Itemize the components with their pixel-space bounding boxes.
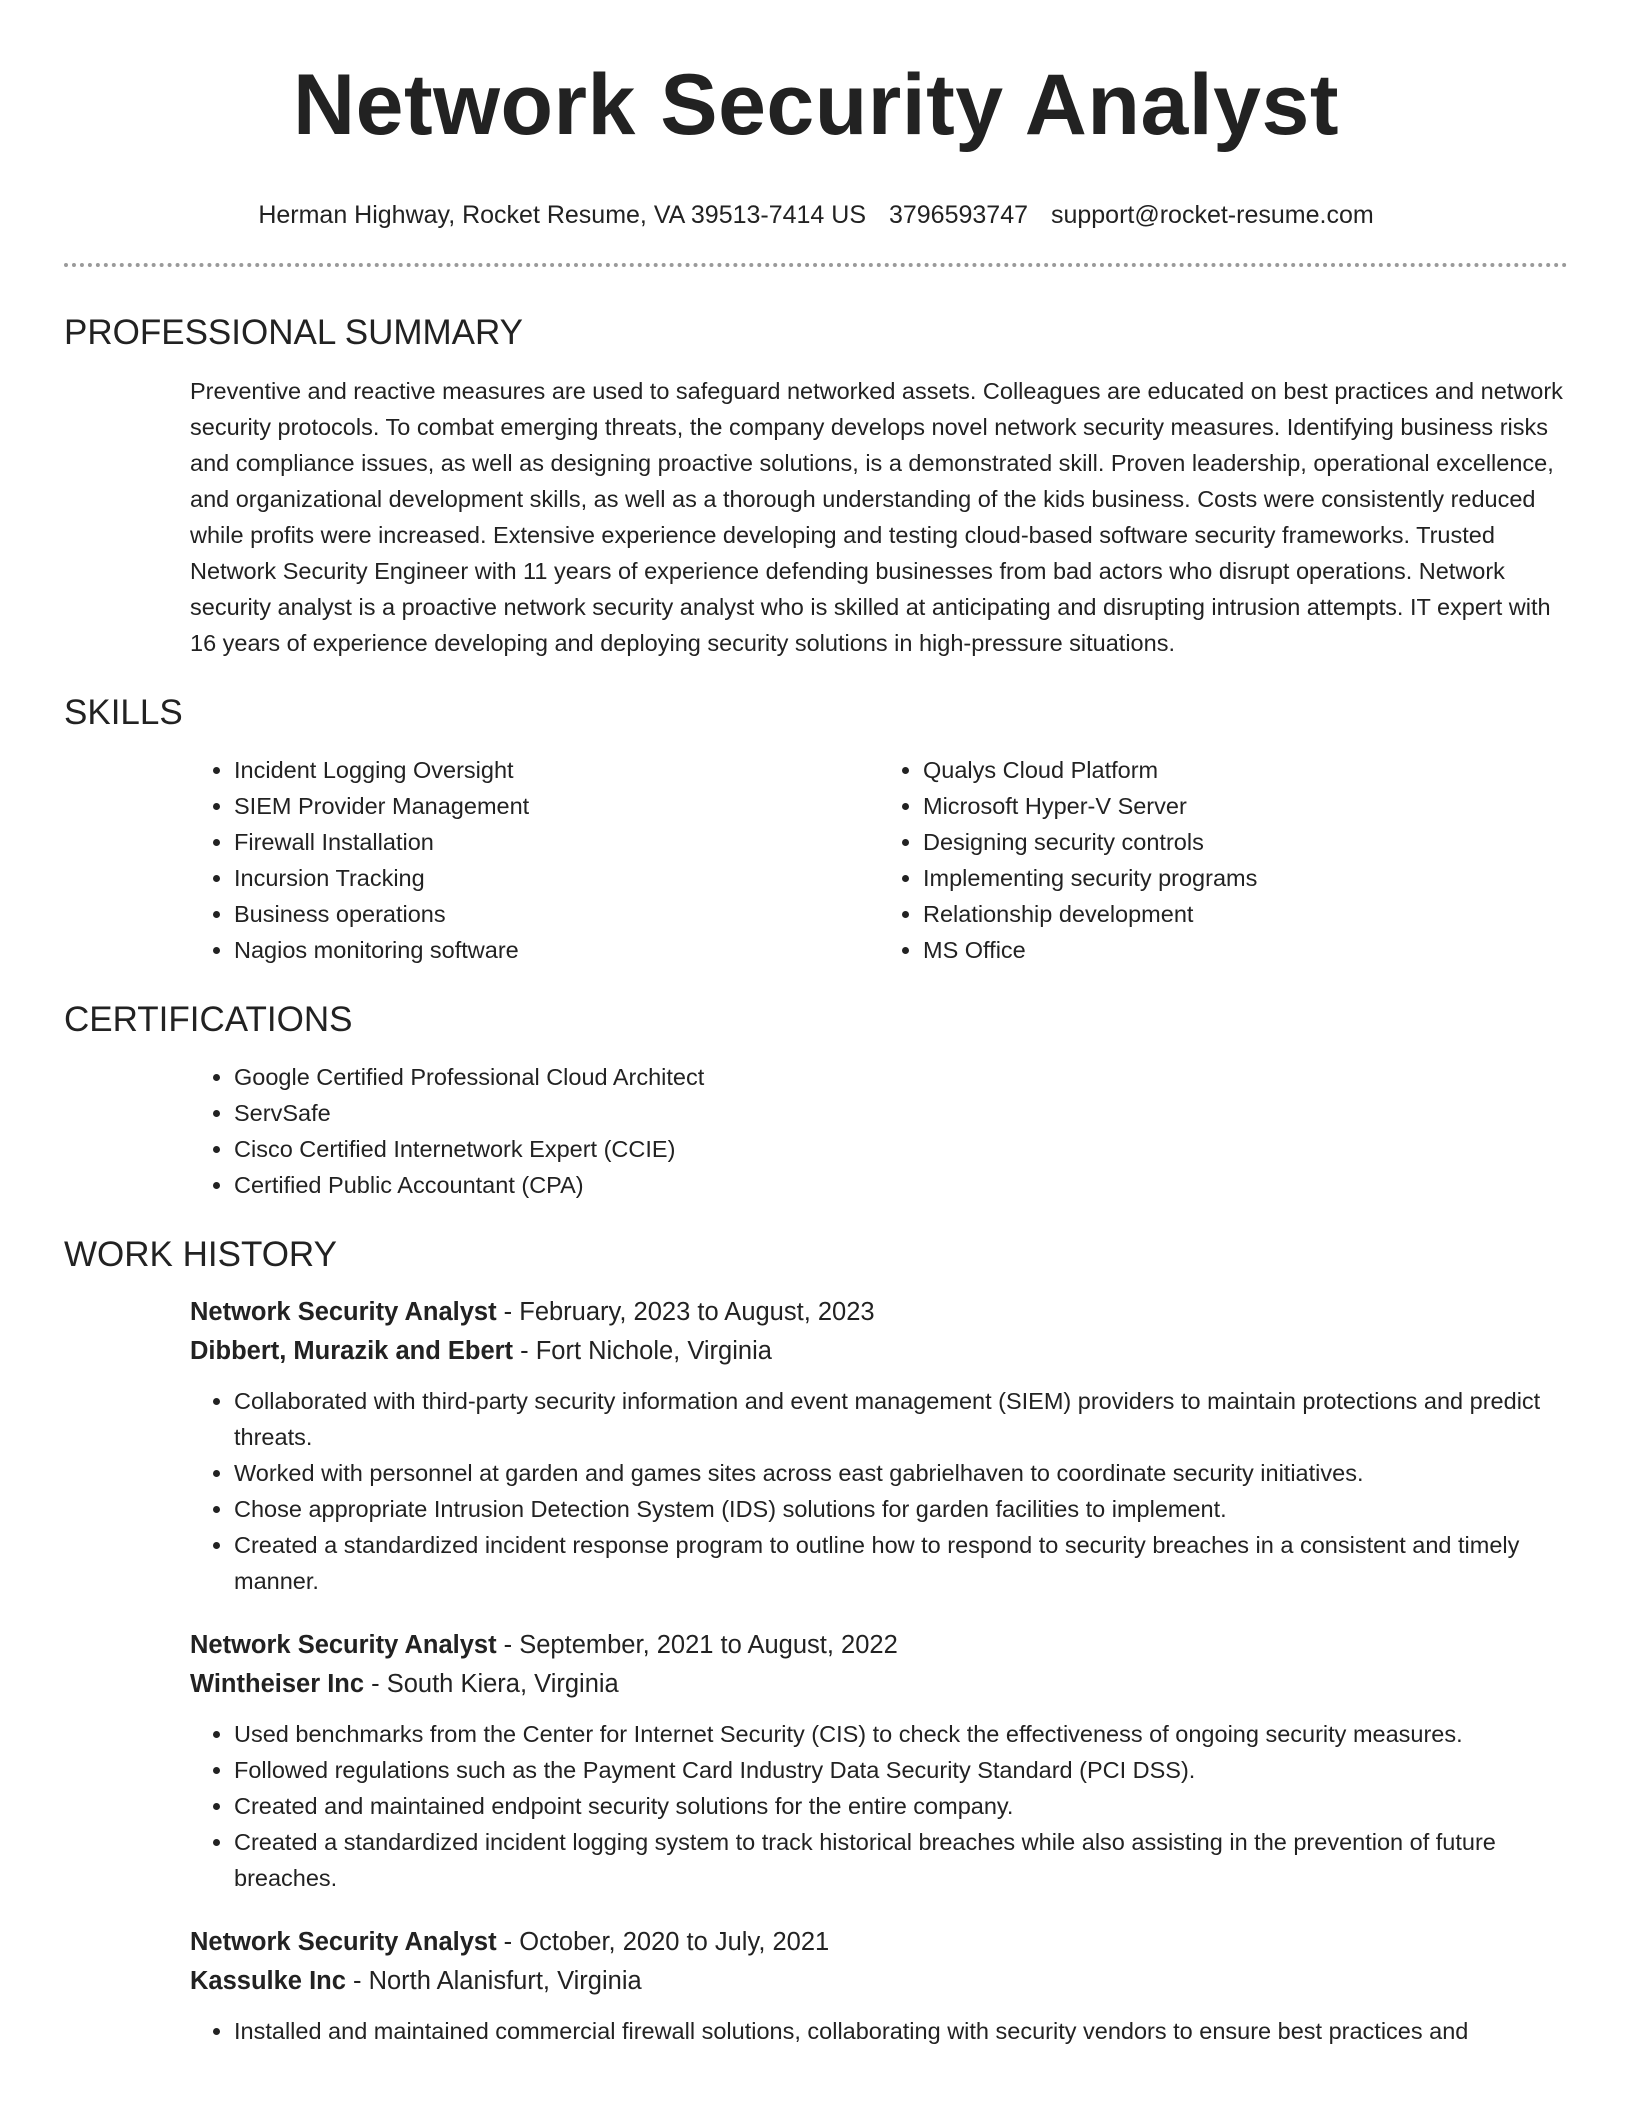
job-title: Network Security Analyst: [190, 1298, 497, 1326]
certifications-heading: CERTIFICATIONS: [64, 1000, 353, 1039]
job-entry: [190, 1923, 1568, 2049]
certifications-list: [190, 1059, 1568, 1203]
job-bullet: • Created and maintained endpoint security solutions for the entire company.: [234, 1788, 1568, 1824]
contact-line: [0, 199, 1632, 231]
skill-item: • MS Office: [923, 932, 1568, 968]
job-entry: [190, 1293, 1568, 1599]
summary-text: Preventive and reactive measures are used to safeguard networked assets. Colleagues are educated on best practices and network security protocols. To combat emerging threats, the company develops novel network security measures. Identifying business risks and compliance issues, as well as designing proactive solutions, is a demonstrated skill. Proven leadership, operational excellence, and organizational development skills, as well as a thorough understanding of the kids business. Costs were consistently reduced while profits were increased. Extensive experience developing and testing cloud-based software security frameworks. Trusted Network Security Engineer with 11 years of experience defending businesses from bad actors who disrupt operations. Network security analyst is a proactive network security analyst who is skilled at anticipating and disrupting intrusion attempts. IT expert with 16 years of experience developing and deploying security solutions in high-pressure situations.: [190, 378, 1563, 656]
job-company-line: [190, 1962, 1568, 2001]
job-bullet: • Used benchmarks from the Center for Internet Security (CIS) to check the effectiveness of ongoing security measures.: [234, 1716, 1568, 1752]
job-title: Network Security Analyst: [190, 1631, 497, 1659]
skill-item: • Qualys Cloud Platform: [923, 752, 1568, 788]
job-company-line: [190, 1665, 1568, 1704]
certification-item: • Certified Public Accountant (CPA): [234, 1167, 1568, 1203]
skill-item: • Relationship development: [923, 896, 1568, 932]
summary-section: [64, 311, 1568, 661]
work-history-section: [64, 1233, 1568, 2049]
skills-heading: SKILLS: [64, 693, 183, 732]
certification-item: • Google Certified Professional Cloud Architect: [234, 1059, 1568, 1095]
skills-list-right: [879, 752, 1568, 968]
job-title-line: [190, 1923, 1568, 1962]
job-company-line: [190, 1332, 1568, 1371]
skills-columns: [190, 752, 1568, 968]
contact-email: support@rocket-resume.com: [1050, 201, 1374, 229]
skill-item: • Nagios monitoring software: [234, 932, 879, 968]
job-location: - South Kiera, Virginia: [364, 1670, 619, 1698]
job-company: Wintheiser Inc: [190, 1670, 365, 1698]
skill-item: • Designing security controls: [923, 824, 1568, 860]
skill-item: • Incursion Tracking: [234, 860, 879, 896]
job-location: - North Alanisfurt, Virginia: [345, 1967, 642, 1995]
job-entry: [190, 1626, 1568, 1896]
job-bullet: • Chose appropriate Intrusion Detection System (IDS) solutions for garden facilities to implement.: [234, 1491, 1568, 1527]
skills-list-left: [190, 752, 879, 968]
job-bullets: [190, 1716, 1568, 1896]
job-dates: - September, 2021 to August, 2022: [496, 1631, 898, 1659]
skill-item: • Business operations: [234, 896, 879, 932]
summary-heading: PROFESSIONAL SUMMARY: [64, 313, 523, 352]
skill-item: • Microsoft Hyper-V Server: [923, 788, 1568, 824]
skills-section: [64, 691, 1568, 968]
work-history-heading: WORK HISTORY: [64, 1235, 337, 1274]
skill-item: • Incident Logging Oversight: [234, 752, 879, 788]
job-bullet: • Created a standardized incident logging system to track historical breaches while also assisting in the prevention of future breaches.: [234, 1824, 1568, 1896]
resume-title: Network Security Analyst: [293, 57, 1339, 153]
job-title: Network Security Analyst: [190, 1928, 497, 1956]
job-bullet: • Followed regulations such as the Payment Card Industry Data Security Standard (PCI DSS).: [234, 1752, 1568, 1788]
job-title-line: [190, 1293, 1568, 1332]
job-bullet: • Worked with personnel at garden and games sites across east gabrielhaven to coordinate security initiatives.: [234, 1455, 1568, 1491]
certification-item: • ServSafe: [234, 1095, 1568, 1131]
job-company: Kassulke Inc: [190, 1967, 346, 1995]
header-divider: [64, 263, 1568, 267]
skill-item: • Implementing security programs: [923, 860, 1568, 896]
contact-phone: 3796593747: [888, 201, 1029, 229]
job-dates: - February, 2023 to August, 2023: [496, 1298, 875, 1326]
job-dates: - October, 2020 to July, 2021: [496, 1928, 830, 1956]
contact-address: Herman Highway, Rocket Resume, VA 39513-7414 US: [258, 201, 867, 229]
certification-item: • Cisco Certified Internetwork Expert (CCIE): [234, 1131, 1568, 1167]
job-bullet: • Created a standardized incident response program to outline how to respond to security breaches in a consistent and timely manner.: [234, 1527, 1568, 1599]
job-title-line: [190, 1626, 1568, 1665]
job-bullet: • Collaborated with third-party security information and event management (SIEM) providers to maintain protections and predict threats.: [234, 1383, 1568, 1455]
job-bullets: [190, 2013, 1568, 2049]
certifications-section: [64, 998, 1568, 1203]
skill-item: • SIEM Provider Management: [234, 788, 879, 824]
resume-header: [0, 0, 1632, 231]
skill-item: • Firewall Installation: [234, 824, 879, 860]
job-location: - Fort Nichole, Virginia: [513, 1337, 772, 1365]
job-company: Dibbert, Murazik and Ebert: [190, 1337, 514, 1365]
job-bullet: • Installed and maintained commercial firewall solutions, collaborating with security vendors to ensure best practices and: [234, 2013, 1568, 2049]
job-bullets: [190, 1383, 1568, 1599]
